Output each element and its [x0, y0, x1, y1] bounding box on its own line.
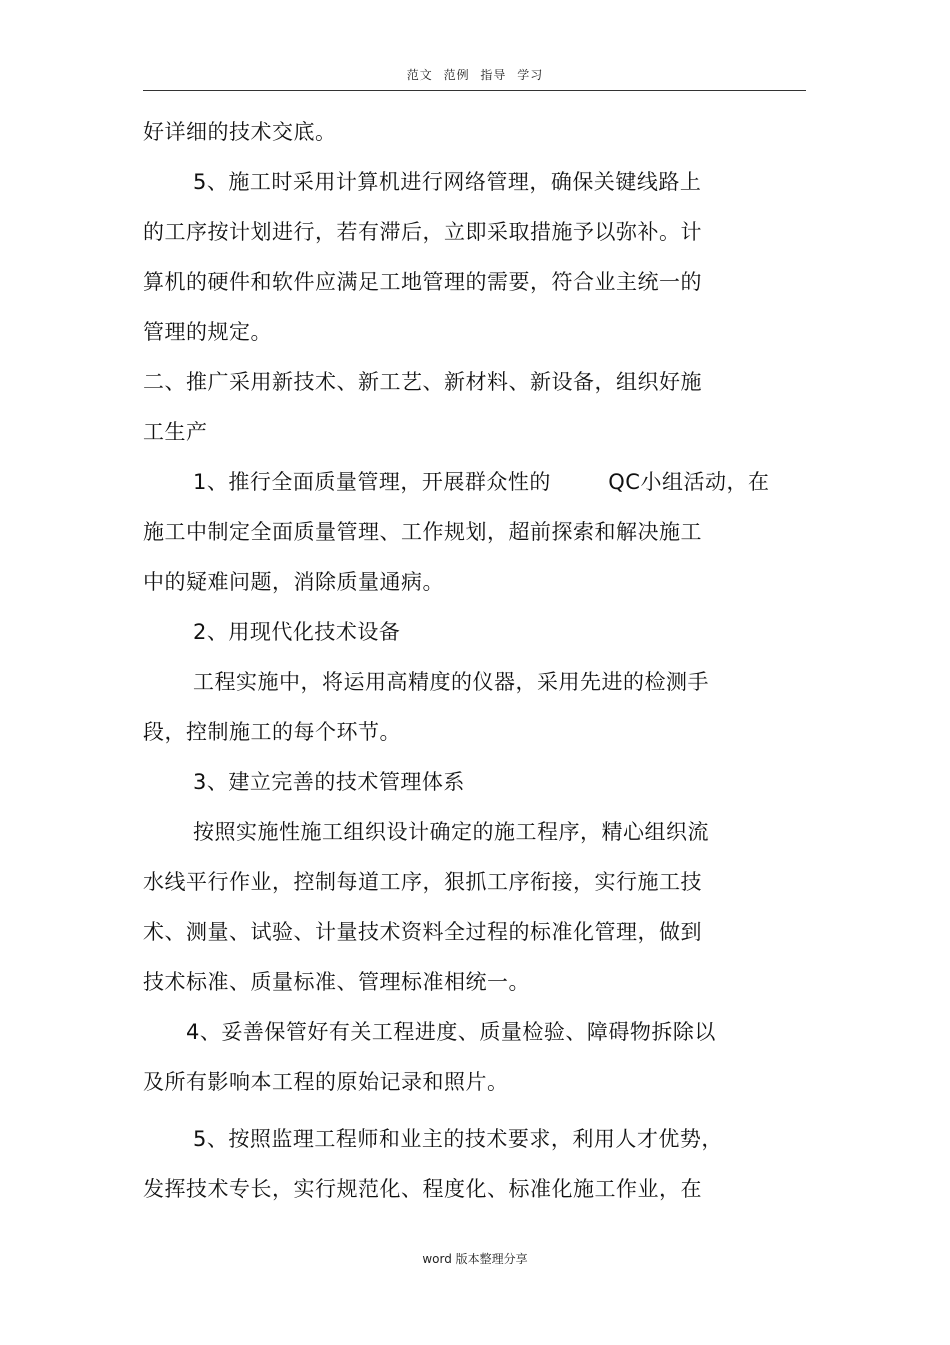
body-line: 水线平行作业，控制每道工序，狠抓工序衔接，实行施工技 — [143, 870, 702, 894]
body-line: 算机的硬件和软件应满足工地管理的需要，符合业主统一的 — [143, 270, 702, 294]
subheading: 2、用现代化技术设备 — [193, 620, 401, 644]
page-header: 范文 范例 指导 学习 — [406, 68, 544, 82]
body-line: 4、妥善保管好有关工程进度、质量检验、障碍物拆除以 — [186, 1020, 716, 1044]
body-line: 的工序按计划进行，若有滞后，立即采取措施予以弥补。计 — [143, 220, 702, 244]
page-footer: word 版本整理分享 — [422, 1252, 528, 1266]
body-line: 术、测量、试验、计量技术资料全过程的标准化管理，做到 — [143, 920, 702, 944]
body-line: 中的疑难问题，消除质量通病。 — [143, 570, 444, 594]
body-line: 发挥技术专长，实行规范化、程度化、标准化施工作业，在 — [143, 1177, 702, 1201]
subheading: 3、建立完善的技术管理体系 — [193, 770, 465, 794]
body-line: 施工中制定全面质量管理、工作规划，超前探索和解决施工 — [143, 520, 702, 544]
body-line: 1、推行全面质量管理，开展群众性的 QC小组活动，在 — [193, 470, 770, 494]
body-line: 工程实施中，将运用高精度的仪器，采用先进的检测手 — [193, 670, 709, 694]
body-line: 管理的规定。 — [143, 320, 272, 344]
body-line: 按照实施性施工组织设计确定的施工程序，精心组织流 — [193, 820, 709, 844]
section-heading: 二、推广采用新技术、新工艺、新材料、新设备，组织好施 — [143, 370, 702, 394]
header-divider — [143, 90, 806, 91]
body-line: 好详细的技术交底。 — [143, 120, 337, 144]
body-line: 段，控制施工的每个环节。 — [143, 720, 401, 744]
body-line: 5、按照监理工程师和业主的技术要求，利用人才优势， — [193, 1127, 723, 1151]
body-line: 及所有影响本工程的原始记录和照片。 — [143, 1070, 509, 1094]
section-heading-cont: 工生产 — [143, 420, 208, 444]
body-line: 5、施工时采用计算机进行网络管理，确保关键线路上 — [193, 170, 702, 194]
body-line: 技术标准、质量标准、管理标准相统一。 — [143, 970, 530, 994]
